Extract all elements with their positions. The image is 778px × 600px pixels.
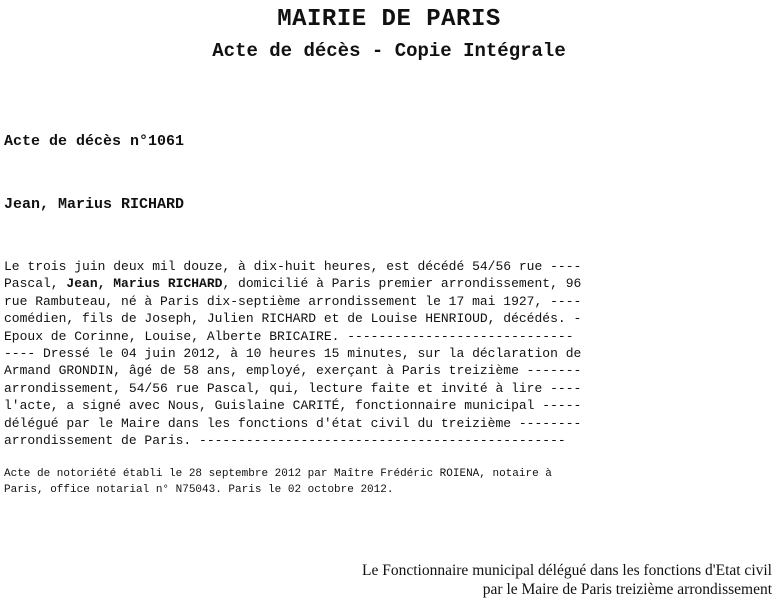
acte-body <box>4 258 684 449</box>
notoriety-line-1: Acte de notoriété établi le 28 septembre 2012 par Maître Frédéric ROIENA, notaire à <box>4 468 552 480</box>
notoriety-line-2: Paris, office notarial n° N75043. Paris le 02 octobre 2012. <box>4 484 394 496</box>
notoriety-note <box>4 466 704 498</box>
page-subtitle: Acte de décès - Copie Intégrale <box>212 40 566 62</box>
deceased-name: Jean, Marius RICHARD <box>4 196 185 213</box>
page-title: MAIRIE DE PARIS <box>277 6 501 33</box>
signature-line-2: par le Maire de Paris treizième arrondissement <box>482 581 772 598</box>
body-line-5: Epoux de Corinne, Louise, Alberte BRICAIRE. ----------------------------- <box>4 328 574 344</box>
body-line-11: arrondissement de Paris. ----------------------------------------------- <box>4 433 566 449</box>
body-line-8: arrondissement, 54/56 rue Pascal, qui, lecture faite et invité à lire ---- <box>4 380 582 396</box>
body-line-9: l'acte, a signé avec Nous, Guislaine CARITÉ, fonctionnaire municipal ----- <box>4 398 582 414</box>
body-line-2-name: Jean, Marius RICHARD <box>66 276 223 292</box>
body-line-2-pre: Pascal, <box>4 276 67 292</box>
body-line-1: Le trois juin deux mil douze, à dix-huit heures, est décédé 54/56 rue ---- <box>4 259 582 274</box>
signature-line-1: Le Fonctionnaire municipal délégué dans les fonctions d'Etat civil <box>362 562 772 579</box>
acte-number: Acte de décès n°1061 <box>4 133 185 150</box>
body-line-2-post: , domicilié à Paris premier arrondissement, 96 <box>222 276 582 292</box>
signature-block <box>362 561 772 599</box>
body-line-6: ---- Dressé le 04 juin 2012, à 10 heures 15 minutes, sur la déclaration de <box>4 346 582 362</box>
body-line-10: délégué par le Maire dans les fonctions d'état civil du treizième -------- <box>4 415 582 431</box>
body-line-3: rue Rambuteau, né à Paris dix-septième arrondissement le 17 mai 1927, ---- <box>4 293 582 309</box>
body-line-7: Armand GRONDIN, âgé de 58 ans, employé, exerçant à Paris treizième ------- <box>4 363 582 379</box>
body-line-4: comédien, fils de Joseph, Julien RICHARD et de Louise HENRIOUD, décédés. - <box>4 311 582 327</box>
